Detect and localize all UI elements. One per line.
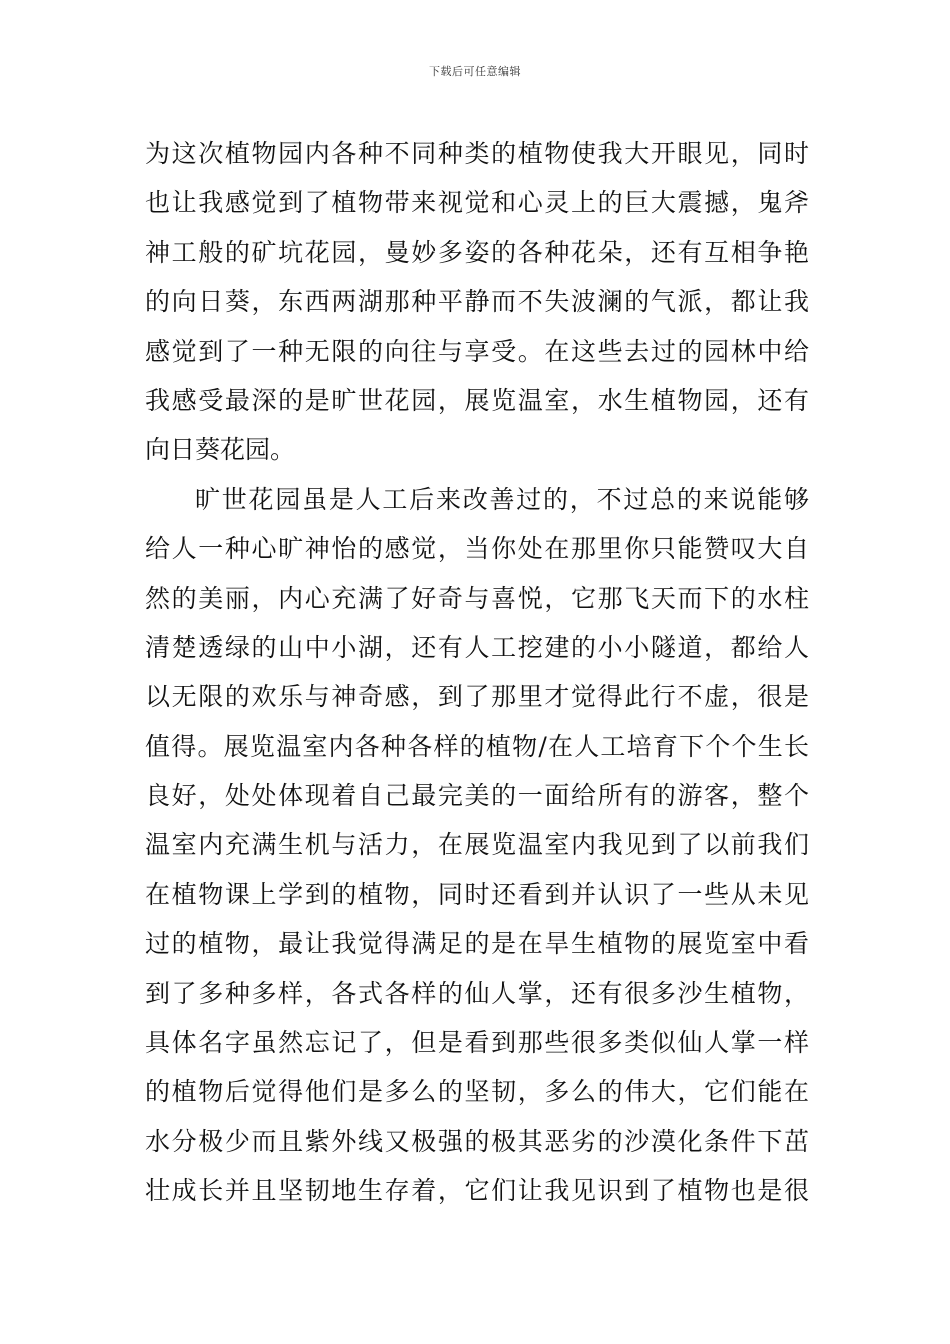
text-line: 给人一种心旷神怡的感觉，当你处在那里你只能赞叹大自 — [145, 534, 809, 564]
text-line: 以无限的欢乐与神奇感，到了那里才觉得此行不虚，很是 — [145, 682, 809, 712]
paragraph-2 — [145, 475, 809, 1265]
text-line: 过的植物，最让我觉得满足的是在旱生植物的展览室中看 — [145, 929, 809, 959]
text-line: 为这次植物园内各种不同种类的植物使我大开眼见，同时 — [145, 139, 809, 168]
text-line: 感觉到了一种无限的向往与享受。在这些去过的园林中给 — [145, 336, 809, 366]
text-line: 的向日葵，东西两湖那种平静而不失波澜的气派，都让我 — [145, 287, 809, 317]
page-header: 下载后可任意编辑 — [429, 65, 521, 78]
text-line: 在植物课上学到的植物，同时还看到并认识了一些从未见 — [145, 879, 809, 909]
text-line: 的植物后觉得他们是多么的坚韧，多么的伟大，它们能在 — [145, 1077, 809, 1107]
text-line: 水分极少而且紫外线又极强的极其恶劣的沙漠化条件下茁 — [145, 1126, 809, 1156]
text-line: 到了多种多样，各式各样的仙人掌，还有很多沙生植物， — [145, 978, 809, 1008]
paragraph-1 — [145, 129, 809, 475]
text-line: 神工般的矿坑花园，曼妙多姿的各种花朵，还有互相争艳 — [145, 237, 809, 267]
text-line: 温室内充满生机与活力，在展览温室内我见到了以前我们 — [145, 830, 809, 860]
text-line: 值得。展览温室内各种各样的植物/在人工培育下个个生长 — [145, 731, 809, 761]
text-line: 良好，处处体现着自己最完美的一面给所有的游客，整个 — [145, 781, 809, 811]
text-line: 也让我感觉到了植物带来视觉和心灵上的巨大震撼，鬼斧 — [145, 188, 809, 218]
text-line: 清楚透绿的山中小湖，还有人工挖建的小小隧道，都给人 — [145, 632, 809, 662]
text-line: 然的美丽，内心充满了好奇与喜悦，它那飞天而下的水柱 — [145, 583, 809, 613]
text-line — [145, 1216, 809, 1265]
body-text — [145, 129, 809, 1265]
text-line: 旷世花园虽是人工后来改善过的，不过总的来说能够 — [195, 484, 809, 514]
text-line: 具体名字虽然忘记了，但是看到那些很多类似仙人掌一样 — [145, 1028, 809, 1058]
text-line: 壮成长并且坚韧地生存着，它们让我见识到了植物也是很 — [145, 1176, 809, 1206]
text-line: 我感受最深的是旷世花园，展览温室，水生植物园，还有 — [145, 385, 809, 415]
text-line: 向日葵花园。 — [145, 435, 296, 465]
